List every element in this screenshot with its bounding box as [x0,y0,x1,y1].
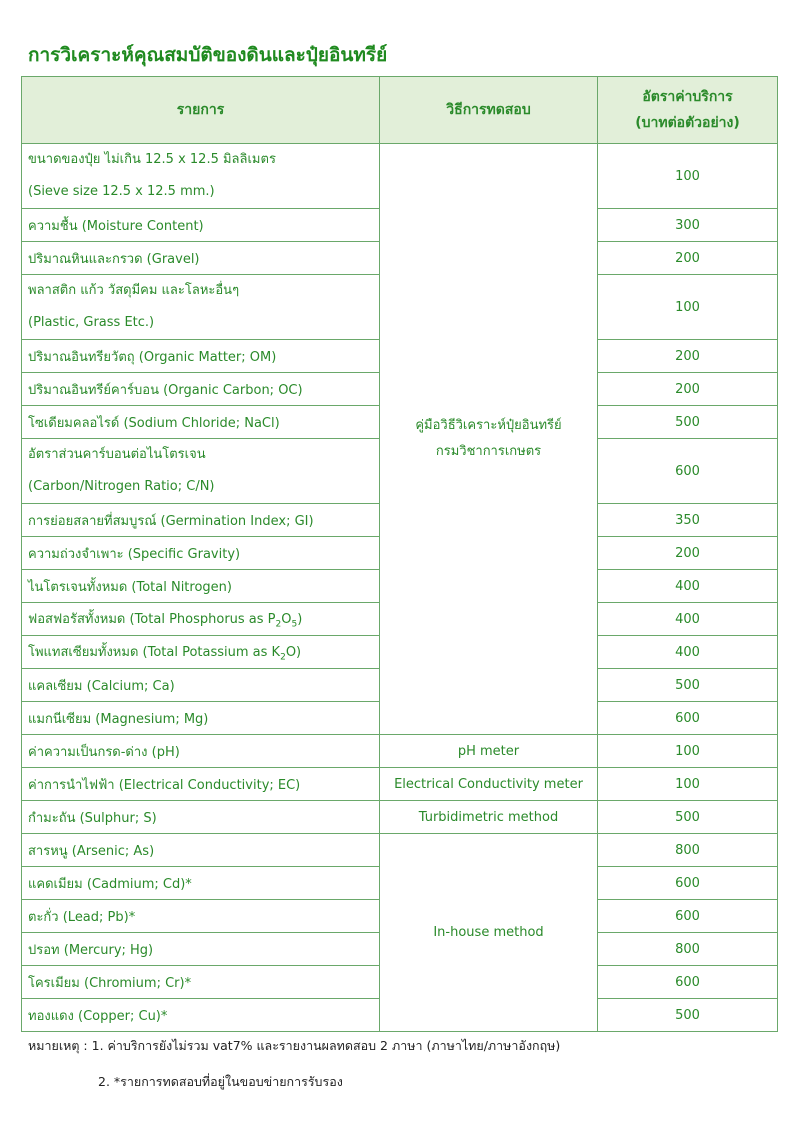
price-cell: 500 [598,999,778,1032]
subscript: 2 [280,652,286,663]
price-cell: 350 [598,504,778,537]
item-cell: แคลเซียม (Calcium; Ca) [22,669,380,702]
price-cell: 800 [598,834,778,867]
price-cell: 400 [598,570,778,603]
method-ec-cell: Electrical Conductivity meter [380,768,598,801]
header-item: รายการ [22,77,380,144]
item-cell: กำมะถัน (Sulphur; S) [22,801,380,834]
table-row [22,144,778,209]
item-text: โพแทสเซียมทั้งหมด (Total Potassium as K [28,645,281,661]
note-1: หมายเหตุ : 1. ค่าบริการยังไม่รวม vat7% และรายงานผลทดสอบ 2 ภาษา (ภาษาไทย/ภาษาอังกฤษ) [28,1038,561,1053]
method-manual-line2: กรมวิชาการเกษตร [435,444,542,459]
item-text: O) [285,645,302,661]
price-cell: 500 [598,406,778,439]
header-price-line1: อัตราค่าบริการ [642,89,733,105]
header-price-line2: (บาทต่อตัวอย่าง) [635,115,740,131]
header-method: วิธีการทดสอบ [380,77,598,144]
price-cell: 600 [598,966,778,999]
price-cell: 600 [598,900,778,933]
price-cell: 800 [598,933,778,966]
price-cell: 200 [598,242,778,275]
item-line2: (Sieve size 12.5 x 12.5 mm.) [28,184,215,199]
service-rate-table [21,76,778,1032]
item-cell: ปริมาณหินและกรวด (Gravel) [22,242,380,275]
method-ph-cell: pH meter [380,735,598,768]
subscript: 2 [275,619,282,630]
price-cell: 100 [598,144,778,209]
item-cell: แคดเมียม (Cadmium; Cd)* [22,867,380,900]
price-cell: 100 [598,768,778,801]
notes [28,1036,560,1092]
item-cell: ทองแดง (Copper; Cu)* [22,999,380,1032]
item-cell: ค่าการนำไฟฟ้า (Electrical Conductivity; EC) [22,768,380,801]
item-cell: ไนโตรเจนทั้งหมด (Total Nitrogen) [22,570,380,603]
price-cell: 400 [598,603,778,636]
subscript: 5 [291,619,298,630]
method-turbidimetric-cell: Turbidimetric method [380,801,598,834]
table-row [22,735,778,768]
item-cell: ปรอท (Mercury; Hg) [22,933,380,966]
item-cell: แมกนีเซียม (Magnesium; Mg) [22,702,380,735]
item-cell: สารหนู (Arsenic; As) [22,834,380,867]
table-row [22,801,778,834]
item-line1: ขนาดของปุ๋ย ไม่เกิน 12.5 x 12.5 มิลลิเมตร [28,152,276,167]
price-cell: 100 [598,275,778,340]
item-cell [22,144,380,209]
header-price [598,77,778,144]
item-cell: ปริมาณอินทรีย์คาร์บอน (Organic Carbon; OC) [22,373,380,406]
item-line1: พลาสติก แก้ว วัสดุมีคม และโลหะอื่นๆ [28,283,240,298]
price-cell: 500 [598,801,778,834]
item-cell: ความถ่วงจำเพาะ (Specific Gravity) [22,537,380,570]
item-line2: (Carbon/Nitrogen Ratio; C/N) [28,479,215,494]
price-cell: 600 [598,867,778,900]
item-cell [22,636,380,669]
item-cell: โครเมียม (Chromium; Cr)* [22,966,380,999]
item-line2: (Plastic, Grass Etc.) [28,315,155,330]
method-inhouse-cell: In-house method [380,834,598,1032]
table-header-row [22,77,778,144]
item-cell: ปริมาณอินทรียวัตถุ (Organic Matter; OM) [22,340,380,373]
item-cell: โซเดียมคลอไรด์ (Sodium Chloride; NaCl) [22,406,380,439]
price-cell: 100 [598,735,778,768]
item-cell [22,439,380,504]
item-cell [22,275,380,340]
price-cell: 300 [598,209,778,242]
price-cell: 500 [598,669,778,702]
item-text: ) [297,612,303,628]
item-cell: การย่อยสลายที่สมบูรณ์ (Germination Index; GI) [22,504,380,537]
price-cell: 600 [598,702,778,735]
table-row [22,768,778,801]
item-cell: ค่าความเป็นกรด-ด่าง (pH) [22,735,380,768]
price-cell: 600 [598,439,778,504]
price-cell: 400 [598,636,778,669]
item-text: O [281,612,292,628]
item-line1: อัตราส่วนคาร์บอนต่อไนโตรเจน [28,447,206,462]
table-row [22,834,778,867]
item-text: ฟอสฟอรัสทั้งหมด (Total Phosphorus as P [28,612,276,628]
item-cell: ตะกั่ว (Lead; Pb)* [22,900,380,933]
price-cell: 200 [598,537,778,570]
method-manual-line1: คู่มือวิธีวิเคราะห์ปุ๋ยอินทรีย์ [415,418,562,433]
price-cell: 200 [598,340,778,373]
item-cell [22,603,380,636]
note-2: 2. *รายการทดสอบที่อยู่ในขอบข่ายการรับรอง [98,1074,343,1089]
method-manual-cell [380,144,598,735]
item-cell: ความชื้น (Moisture Content) [22,209,380,242]
price-cell: 200 [598,373,778,406]
page-title: การวิเคราะห์คุณสมบัติของดินและปุ๋ยอินทรีย์ [28,44,388,66]
